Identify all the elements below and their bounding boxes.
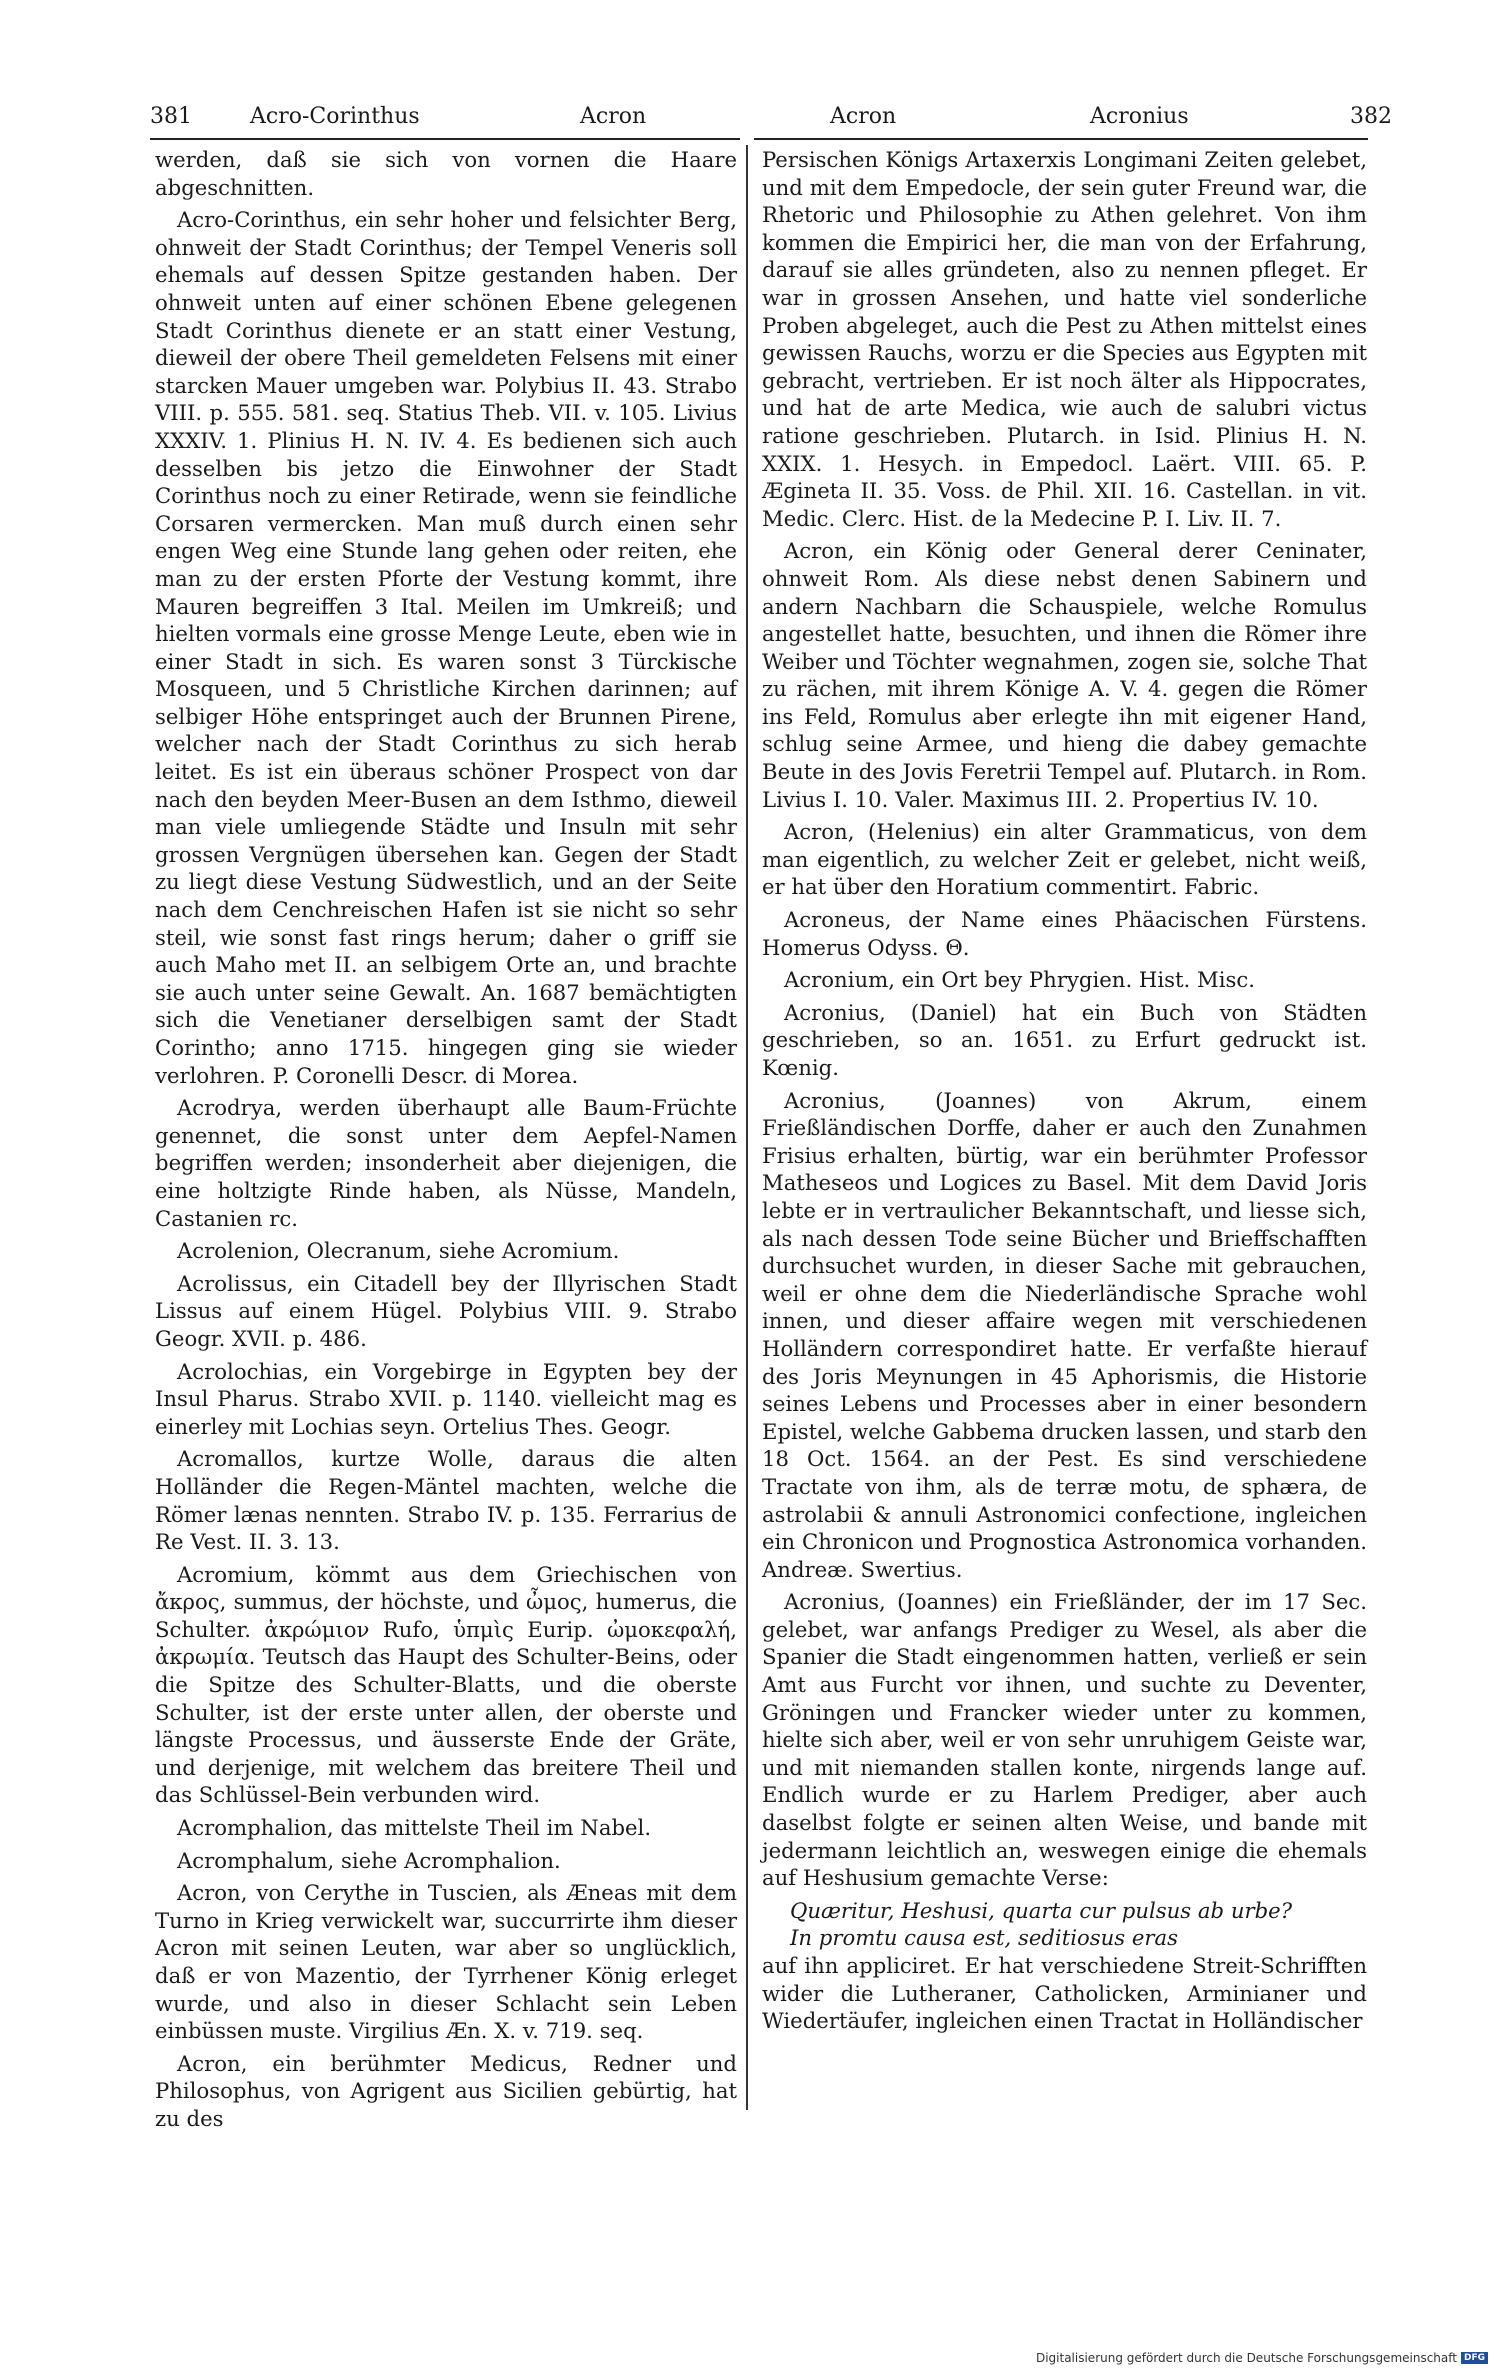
page-number-right: 382 [1350,104,1392,129]
catchword-center-left: Acron [580,104,647,129]
entry-acron-cerythe: Acron, von Cerythe in Tuscien, als Æneas mit dem Turno in Krieg verwickelt war, succurrirte ihm dieser Acron mit seinen Leuten, war aber so unglücklich, daß er von Mazentio, der Tyrrhener König erleget wurde, und also in dieser Schlacht sein Leben einbüssen muste. Virgilius Æn. X. v. 719. seq. [155,1880,737,2044]
dfg-logo-icon: DFG [1461,2352,1488,2364]
entry-acromphalion: Acromphalion, das mittelste Theil im Nabel. [177,1815,652,1841]
entry-acro-corinthus: Acro-Corinthus, ein sehr hoher und felsichter Berg, ohnweit der Stadt Corinthus; der Tempel Veneris soll ehemals auf dessen Spitze gestanden haben. Der ohnweit unten auf einer schönen Ebene gelegenen Stadt Corinthus dienete er an statt einer Vestung, dieweil der obere Theil gemeldeten Felsens mit einer starcken Mauer umgeben war. Polybius II. 43. Strabo VIII. p. 555. 581. seq. Statius Theb. VII. v. 105. Livius XXXIV. 1. Plinius H. N. IV. 4. Es bedienen sich auch desselben bis jetzo die Einwohner der Stadt Corinthus noch zu einer Retirade, wenn sie feindliche Corsaren vermercken. Man muß durch einen sehr engen Weg eine Stunde lang gehen oder reiten, ehe man zu der ersten Pforte der Vestung kommt, ihre Mauren begreiffen 3 Ital. Meilen im Umkreiß; und hielten vormals eine grosse Menge Leute, eben wie in einer Stadt in sich. Es waren sonst 3 Türckische Mosqueen, und 5 Christliche Kirchen darinnen; auf selbiger Höhe entspringet auch der Brunnen Pirene, welcher nach der Stadt Corinthus zu sich herab leitet. Es ist ein überaus schöner Prospect von dar nach den beyden Meer-Busen an dem Isthmo, dieweil man viele umliegende Städte und Insuln mit sehr grossen Vergnügen übersehen kan. Gegen der Stadt zu liegt diese Vestung Südwestlich, und an der Seite nach dem Cenchreischen Hafen ist sie nicht so sehr steil, wie sonst fast rings herum; daher o griff sie auch Maho met II. an selbigem Orte an, und brachte sie auch unter seine Gewalt. An. 1687 bemächtigten sich die Venetianer derselbigen samt der Stadt Corintho; anno 1715. hingegen ging sie wieder verlohren. P. Coronelli Descr. di Morea. [155,207,737,1088]
entry-acrolochias: Acrolochias, ein Vorgebirge in Egypten bey der Insul Pharus. Strabo XVII. p. 1140. vielleicht mag es einerley mit Lochias seyn. Ortelius Thes. Geogr. [155,1358,737,1439]
right-column [762,146,1367,2040]
entry-acron-king: Acron, ein König oder General derer Ceninater, ohnweit Rom. Als diese nebst denen Sabinern und andern Nachbarn die Schauspiele, welche Romulus angestellet hatte, besuchten, und ihnen die Römer ihre Weiber und Töchter wegnahmen, zogen sie, solche That zu rächen, mit ihrem Könige A. V. 4. gegen die Römer ins Feld, Romulus aber erlegte ihn mit eigener Hand, schlug seine Armee, und hieng die dabey gemachte Beute in des Jovis Feretrii Tempel auf. Plutarch. in Rom. Livius I. 10. Valer. Maximus III. 2. Propertius IV. 10. [762,538,1367,812]
column-divider [746,145,748,2110]
catchword-center-right: Acron [830,104,897,129]
entry-acromphalum: Acromphalum, siehe Acromphalion. [177,1847,561,1873]
entry-acrolenion: Acrolenion, Olecranum, siehe Acromium. [177,1238,620,1264]
entry-acron-medicus-continued: Persischen Königs Artaxerxis Longimani Zeiten gelebet, und mit dem Empedocle, der sein guter Freund war, die Rhetoric und Philosophie zu Athen gelehret. Von ihm kommen die Empirici her, die man von der Erfahrung, darauf sie alles gründeten, also zu nennen pfleget. Er war in grossen Ansehen, und hatte viel sonderliche Proben abgeleget, auch die Pest zu Athen mittelst eines gewissen Rauchs, worzu er die Species aus Egypten mit gebracht, vertrieben. Er ist noch älter als Hippocrates, und hat de arte Medica, wie auch de salubri victus ratione geschrieben. Plutarch. in Isid. Plinius H. N. XXIX. 1. Hesych. in Empedocl. Laërt. VIII. 65. P. Ægineta II. 35. Voss. de Phil. XII. 16. Castellan. in vit. Medic. Clerc. Hist. de la Medecine P. I. Liv. II. 7. [762,147,1367,531]
entry-acromallos: Acromallos, kurtze Wolle, daraus die alten Holländer die Regen-Mäntel machten, welche die Römer lænas nennten. Strabo IV. p. 135. Ferrarius de Re Vest. II. 3. 13. [155,1446,737,1555]
running-header [150,96,1390,136]
entry-acrodrya: Acrodrya, werden überhaupt alle Baum-Früchte genennet, die sonst unter dem Aepfel-Namen begriffen werden; insonderheit aber diejenigen, die eine holtzigte Rinde haben, als Nüsse, Mandeln, Castanien rc. [155,1095,737,1231]
entry-acronium: Acronium, ein Ort bey Phrygien. Hist. Misc. [784,967,1255,993]
entry-acromium: Acromium, kömmt aus dem Griechischen von ἄκρος, summus, der höchste, und ὦμος, humerus, die Schulter. ἀκρώμιον Rufo, ὑπμὶς Eurip. ὠμοκεφαλή, ἀκρωμία. Teutsch das Haupt des Schulter-Beins, oder die Spitze des Schulter-Blatts, und die oberste Schulter, ist der erste unter allen, der oberste und längste Processus, und äusserste Ende der Gräte, und derjenige, mit welchem das breitere Theil und das Schlüssel-Bein verbunden wird. [155,1561,737,1808]
entry-acrolissus: Acrolissus, ein Citadell bey der Illyrischen Stadt Lissus auf einem Hügel. Polybius VIII. 9. Strabo Geogr. XVII. p. 486. [155,1270,737,1351]
entry-acronius-joannes-1: Acronius, (Joannes) von Akrum, einem Frießländischen Dorffe, daher er auch den Zunahmen Frisius erhalten, bürtig, war ein berühmter Professor Matheseos und Logices zu Basel. Mit dem David Joris lebte er in vertraulicher Bekanntschaft, und liesse sich, als nach dessen Tode seine Bücher und Brieffschafften durchsuchet wurden, in dieser Sache mit gebrauchen, weil er ohne dem die Niederländische Sprache wohl innen, und dieser affaire wegen mit verschiedenen Holländern correspondiret hatte. Er verfaßte hierauf des Joris Meynungen in 45 Aphorismis, die Historie seines Lebens und Processes aber in einer besondern Epistel, welche Gabbema drucken lassen, und starb den 18 Oct. 1564. an der Pest. Es sind verschiedene Tractate von ihm, als de terræ motu, de sphæra, de astrolabii & annuli Astronomici confectione, ingleichen ein Chronicon und Prognostica Astronomica vorhanden. Andreæ. Swertius. [762,1087,1367,1582]
left-column [155,146,737,2138]
entry-acronius-joannes-2: Acronius, (Joannes) ein Frießländer, der im 17 Sec. gelebet, war anfangs Prediger zu Wesel, als aber die Spanier die Stadt eingenommen hatten, verließ er sein Amt aus Furcht vor ihnen, und suchte zu Deventer, Gröningen und Francker wieder unter zu kommen, hielte sich aber, weil er von sehr unruhigem Geiste war, und mit niemanden stallen konte, nirgends lange auf. Endlich wurde er zu Harlem Prediger, aber auch daselbst folgte er seinen alten Weise, und bande mit jedermann leichtlich an, weswegen einige die ehemals auf Heshusium gemachte Verse: [762,1589,1367,1891]
entry-acronius-joannes-2-end: auf ihn appliciret. Er hat verschiedene Streit-Schrifften wider die Lutheraner, Catholicken, Arminianer und Wiedertäufer, ingleichen einen Tractat in Holländischer [762,1953,1367,2034]
footer-text: Digitalisierung gefördert durch die Deutsche Forschungsgemeinschaft [1035,2351,1457,2365]
catchword-right: Acronius [1090,104,1189,129]
digitization-credit [1036,2351,1488,2365]
entry-continuation: werden, daß sie sich von vornen die Haare abgeschnitten. [155,147,737,200]
verse-line-1: Quæritur, Heshusi, quarta cur pulsus ab urbe? [790,1897,1293,1923]
entry-acron-helenius: Acron, (Helenius) ein alter Grammaticus, von dem man eigentlich, zu welcher Zeit er gelebet, nicht weiß, er hat über den Horatium commentirt. Fabric. [762,819,1367,900]
catchword-left: Acro-Corinthus [250,104,420,129]
verse-line-2: In promtu causa est, seditiosus eras [790,1925,1179,1951]
entry-acronius-daniel: Acronius, (Daniel) hat ein Buch von Städten geschrieben, so an. 1651. zu Erfurt gedruckt ist. Kœnig. [762,999,1367,1080]
header-rule-left [150,138,740,140]
entry-acroneus: Acroneus, der Name eines Phäacischen Fürstens. Homerus Odyss. Θ. [762,907,1367,960]
entry-acron-medicus: Acron, ein berühmter Medicus, Redner und Philosophus, von Agrigent aus Sicilien gebürtig, hat zu des [155,2050,737,2131]
page-number-left: 381 [150,104,192,129]
header-rule-right [754,138,1368,140]
